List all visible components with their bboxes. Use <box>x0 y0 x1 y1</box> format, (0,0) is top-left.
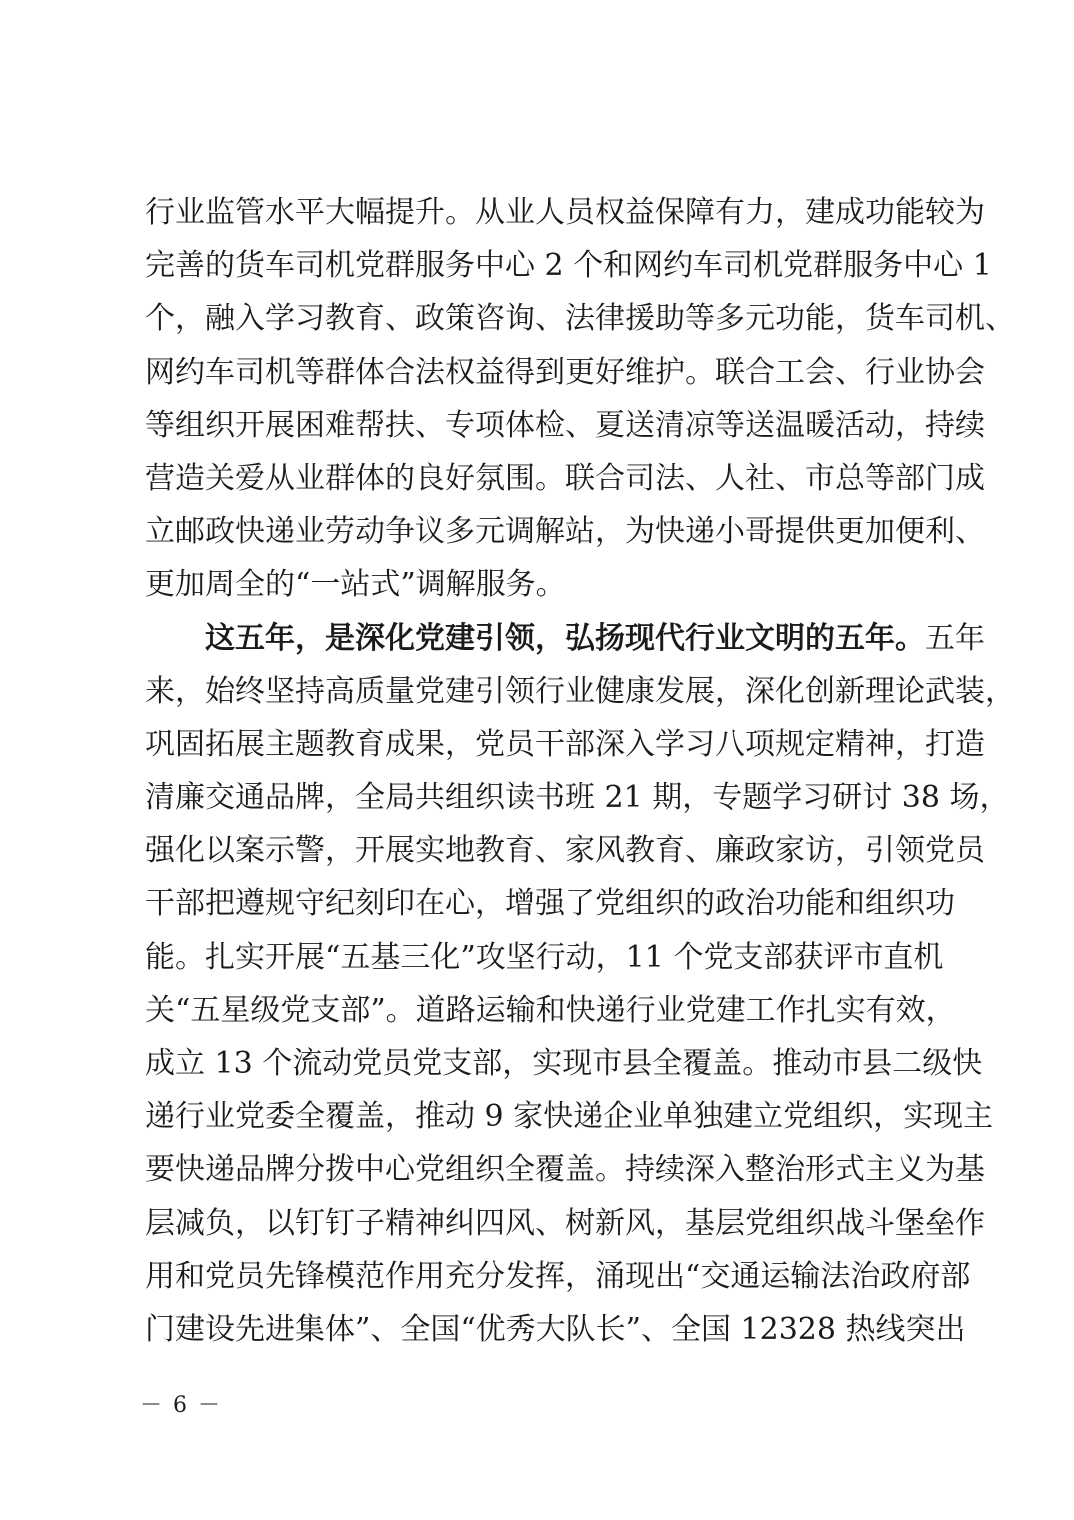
text-line: 用和党员先锋模范作用充分发挥，涌现出“交通运输法治政府部 <box>145 1258 971 1294</box>
text-line: 等组织开展困难帮扶、专项体检、夏送清凉等送温暖活动，持续 <box>145 407 985 443</box>
text-line: 立邮政快递业劳动争议多元调解站，为快递小哥提供更加便利、 <box>145 514 985 550</box>
text-line: 递行业党委全覆盖，推动 9 家快递企业单独建立党组织，实现主 <box>145 1099 994 1135</box>
text-line: 来，始终坚持高质量党建引领行业健康发展，深化创新理论武装， <box>145 673 1015 709</box>
text-line: 能。扎实开展“五基三化”攻坚行动，11 个党支部获评市直机 <box>145 939 944 975</box>
text-line: 个，融入学习教育、政策咨询、法律援助等多元功能，货车司机、 <box>145 301 1015 337</box>
page-number: － 6 － <box>140 1393 222 1418</box>
body-text <box>145 186 1015 1356</box>
text-line: 门建设先进集体”、全国“优秀大队长”、全国 12328 热线突出 <box>145 1311 966 1347</box>
text-line: 成立 13 个流动党员党支部，实现市县全覆盖。推动市县二级快 <box>145 1046 983 1081</box>
text-line: 清廉交通品牌，全局共组织读书班 21 期，专题学习研讨 38 场， <box>145 780 1010 816</box>
text-line: 强化以案示警，开展实地教育、家风教育、廉政家访，引领党员 <box>145 833 985 869</box>
text-line: 层减负，以钉钉子精神纠四风、树新风，基层党组织战斗堡垒作 <box>145 1205 985 1241</box>
paragraph-first-line <box>145 612 985 665</box>
text-line: 干部把遵规守纪刻印在心，增强了党组织的政治功能和组织功 <box>145 886 955 922</box>
text-line: 完善的货车司机党群服务中心 2 个和网约车司机党群服务中心 1 <box>145 248 992 284</box>
paragraph-2 <box>145 612 1015 1357</box>
paragraph-1 <box>145 186 1015 612</box>
text-line: 巩固拓展主题教育成果，党员干部深入学习八项规定精神，打造 <box>145 726 985 762</box>
text-line: 行业监管水平大幅提升。从业人员权益保障有力，建成功能较为 <box>145 195 985 230</box>
text-line: 关“五星级党支部”。道路运输和快递行业党建工作扎实有效， <box>145 992 956 1028</box>
text-line: 更加周全的“一站式”调解服务。 <box>145 567 566 603</box>
paragraph-lead-sentence: 这五年，是深化党建引领，弘扬现代行业文明的五年。 <box>205 620 925 656</box>
text-line: 营造关爱从业群体的良好氛围。联合司法、人社、市总等部门成 <box>145 460 985 496</box>
text-line: 要快递品牌分拨中心党组织全覆盖。持续深入整治形式主义为基 <box>145 1152 985 1188</box>
text-line: 网约车司机等群体合法权益得到更好维护。联合工会、行业协会 <box>145 354 985 390</box>
text-segment: 五年 <box>925 620 985 656</box>
